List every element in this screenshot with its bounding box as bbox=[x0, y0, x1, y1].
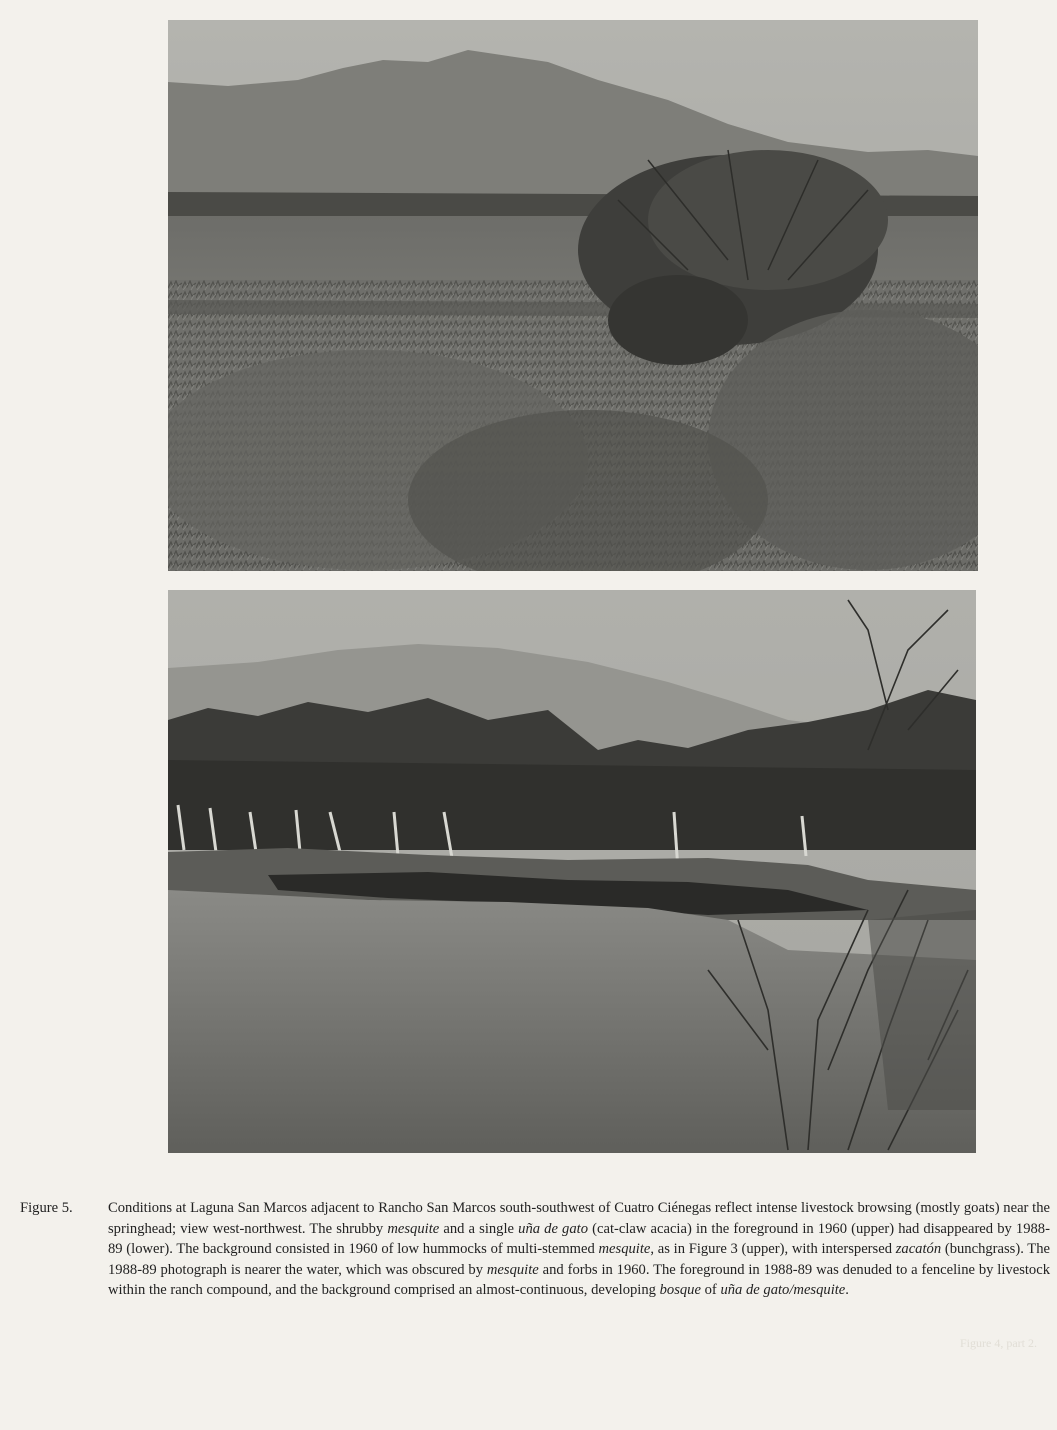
caption-italic-term: zacatón bbox=[895, 1241, 942, 1257]
photo-lower-image bbox=[168, 590, 976, 1153]
caption-run: (cat-claw acacia) in the foreground in 1960 (upper) had disappeared by 1988-89 (lower). The background consisted in 1960 of low hummocks of multi-stemmed bbox=[108, 1220, 1050, 1257]
caption-run: , as in Figure 3 (upper), with interspersed bbox=[650, 1241, 896, 1257]
caption-italic-term: mesquite bbox=[598, 1241, 651, 1257]
bleed-through-text: Figure 4, part 2. bbox=[960, 1336, 1037, 1350]
caption-run: (bunchgrass). The 1988-89 photograph is nearer the water, which was obscured by bbox=[108, 1241, 1050, 1278]
caption-run: Conditions at Laguna San Marcos adjacent to Rancho San Marcos south-southwest of Cuatro Ciénegas reflect intense livestock browsing (mostly goats) near the springhead; view west-northwest. The shrubby bbox=[108, 1200, 1050, 1237]
figure-label: Figure 5. bbox=[20, 1200, 73, 1216]
caption-run: and forbs in 1960. The foreground in 1988-89 was denuded to a fenceline by livestock within the ranch compound, and the background comprised an almost-continuous, developing bbox=[108, 1261, 1050, 1298]
caption-run: . bbox=[845, 1282, 849, 1298]
caption-run: of bbox=[700, 1282, 721, 1298]
caption-text bbox=[108, 1198, 1050, 1301]
caption-italic-term: uña de gato/mesquite bbox=[720, 1282, 846, 1298]
caption-italic-term: bosque bbox=[659, 1282, 701, 1298]
caption-italic-term: mesquite bbox=[387, 1220, 440, 1237]
photo-lower-1988-89 bbox=[168, 590, 976, 1153]
caption-run: and a single bbox=[439, 1220, 519, 1237]
photo-upper-image bbox=[168, 20, 978, 571]
photo-upper-1960 bbox=[168, 20, 978, 571]
caption-italic-term: mesquite bbox=[486, 1261, 539, 1278]
caption-italic-term: uña de gato bbox=[518, 1220, 588, 1237]
